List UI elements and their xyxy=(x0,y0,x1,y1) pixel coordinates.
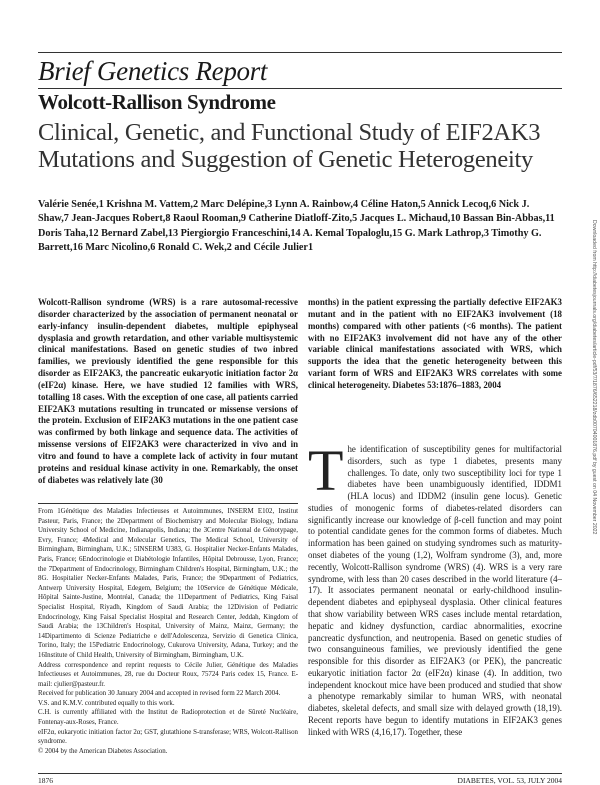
top-rule xyxy=(38,52,562,53)
introduction xyxy=(308,438,562,739)
current-affiliation: C.H. is currently affiliated with the Institut de Radioprotection et de Sûreté Nucléaire, Fontenay-aux-Roses, France. xyxy=(38,709,298,727)
copyright: © 2004 by the American Diabetes Association. xyxy=(38,747,168,755)
abstract-column-2: months) in the patient expressing the partially defective EIF2AK3 mutant and in the patient with no EIF2AK3 involvement (18 months) compared with other patients (<6 months). The patient with no EIF2AK3 involvement did not have any of the other variable clinical manifestations associated with WRS, which supports the idea that the genetic heterogeneity between this variant form of WRS and EIF2AK3 WRS correlates with some clinical heterogeneity. Diabetes 53:1876–1883, 2004 xyxy=(308,297,562,390)
abstract-column-1: Wolcott-Rallison syndrome (WRS) is a rare autosomal-recessive disorder characterized by the association of permanent neonatal or early-infancy insulin-dependent diabetes, multiple epiphyseal dysplasia and growth retardation, and other variable multisystemic clinical manifestations. Based on genetic studies of two inbred families, we previously identified the gene responsible for this disorder as EIF2AK3, the pancreatic eukaryotic initiation factor 2α (eIF2α) kinase. Here, we have studied 12 families with WRS, totalling 18 cases. With the exception of one case, all patients carried EIF2AK3 mutations resulting in truncated or missense versions of the protein. Exclusion of EIF2AK3 mutations in the one patient case was confirmed by both linkage and sequence data. The activities of missense versions of EIF2AK3 were characterized in vivo and in vitro and found to have a complete lack of activity in four mutant proteins and residual kinase activity in one. Remarkably, the onset of diabetes was relatively late (30 xyxy=(38,297,298,485)
received-date: Received for publication 30 January 2004 and accepted in revised form 22 March 2004. xyxy=(38,690,281,698)
author-list: Valérie Senée,1 Krishna M. Vattem,2 Marc Delépine,3 Lynn A. Rainbow,4 Céline Haton,5 Annick Lecoq,6 Nick J. Shaw,7 Jean-Jacques Robert,8 Raoul Rooman,9 Catherine Diatloff-Zito,5 Jacques L. Michaud,10 Bassan Bin-Abbas,11 Doris Taha,12 Bernard Zabel,13 Piergiorgio Franceschini,14 A. Kemal Topaloglu,15 G. Mark Lathrop,3 Timothy G. Barrett,16 Marc Nicolino,6 Ronald C. Wek,2 and Cécile Julier1 xyxy=(38,199,555,253)
footer-rule xyxy=(38,773,562,774)
abbreviations: eIF2α, eukaryotic initiation factor 2α; GST, glutathione S-transferase; WRS, Wolcott-Rallison syndrome. xyxy=(38,728,298,746)
download-watermark: Downloaded from http://diabetesjournals.org/diabetes/article-pdf/53/7/1876/652218/zdb00704001876.pdf by guest on 04 November 2022 xyxy=(591,220,597,535)
correspondence: Address correspondence and reprint requests to Cécile Julier, Génétique des Maladies Infectieuses et Autoimmunes, 28, rue du Docteur Roux, 75724 Paris cedex 15, France. E-mail: cjulier@pasteur.fr. xyxy=(38,661,298,688)
affiliations: From 1Génétique des Maladies Infectieuses et Autoimmunes, INSERM E102, Institut Pasteur, Paris, France; the 2Department of Biochemistry and Molecular Biology, Indiana University School of Medicine, Indianapolis, Indiana; the 3Centre National de Génotypage, Evry, France; 4Medical and Molecular Genetics, The Medical School, University of Birmingham, Birmingham, U.K.; 5INSERM U383, G. Hospitalier Necker-Enfants Malades, Paris, France; 6Endocrinologie et Diabétologie Infantiles, Hôpital Debrousse, Lyon, France; the 7Department of Endocrinology, Birmingham Children's Hospital, Birmingham, U.K.; the 8G. Hospitalier Necker-Enfants Malades, Paris, France; the 9Department of Pediatrics, Antwerp University Hospital, Edegem, Belgium; the 10Service de Génétique Médicale, Hôpital Sainte-Justine, Montréal, Canada; the 11Department of Pediatrics, King Faisal Specialist Hospital, Riyadh, Kingdom of Saudi Arabia; the 12Division of Pediatric Endocrinology, King Faisal Specialist Hospital and Research Center, Jeddah, Kingdom of Saudi Arabia; the 13Children's Hospital, University of Mainz, Mainz, Germany; the 14Dipartimento di Scienze Pediatriche e dell'Adolescenza, Servizio di Genetica Clinica, Torino, Italy; the 15Pediatric Endocrinology, Cukurova University, Adana, Turkey; and the 16Institute of Child Health, University of Birmingham, Birmingham, U.K. xyxy=(38,508,298,659)
article-title: Clinical, Genetic, and Functional Study of EIF2AK3 Mutations and Suggestion of Genetic Heterogeneity xyxy=(38,119,541,173)
section-rule xyxy=(38,88,562,89)
affiliations-block xyxy=(38,507,298,756)
contribution-note: V.S. and K.M.V. contributed equally to this work. xyxy=(38,699,175,707)
page-number: 1876 xyxy=(38,776,53,785)
affiliation-rule xyxy=(38,503,298,504)
introduction-text: he identification of susceptibility genes for multifactorial disorders, such as type 1 diabetes, presents many challenges. To date, only two susceptibility loci for type 1 diabetes have been unambiguously identified, IDDM1 (HLA locus) and IDDM2 (insulin gene locus). Genetic studies of monogenic forms of diabetes-related disorders can significantly increase our knowledge of β-cell function and may point to potential candidate genes for the common forms of diabetes. Much information has been gained on studying syndromes such as maturity-onset diabetes of the young (1,2), Wolfram syndrome (3), and, more recently, Wolcott-Rallison syndrome (WRS) (4). WRS is a very rare syndrome, with less than 20 cases described in the world literature (4–17). It associates permanent neonatal or early-childhood insulin-dependent diabetes and epiphyseal dysplasia. Other clinical features that show variability between WRS cases include mental retardation, hepatic and kidney dysfunction, cardiac abnormalities, exocrine pancreatic dysfunction, and neutropenia. Based on genetic studies of two consanguineous families, we previously identified the gene responsible for this disorder as EIF2AK3 (or PEK), the pancreatic eukaryotic initiation factor 2α (eIF2α) kinase (4). In addition, two independent knockout mice have been produced and studied that show a phenotype remarkably similar to human WRS, with neonatal diabetes, skeletal defects, and small size with delayed growth (18,19). Recent reports have begun to identify mutations in EIF2AK3 genes linked with WRS (4,16,17). Together, these xyxy=(308,444,562,737)
drop-cap: T xyxy=(308,438,344,503)
article-subject: Wolcott-Rallison Syndrome xyxy=(38,90,276,114)
section-label: Brief Genetics Report xyxy=(38,56,268,86)
journal-footer: DIABETES, VOL. 53, JULY 2004 xyxy=(457,776,562,785)
